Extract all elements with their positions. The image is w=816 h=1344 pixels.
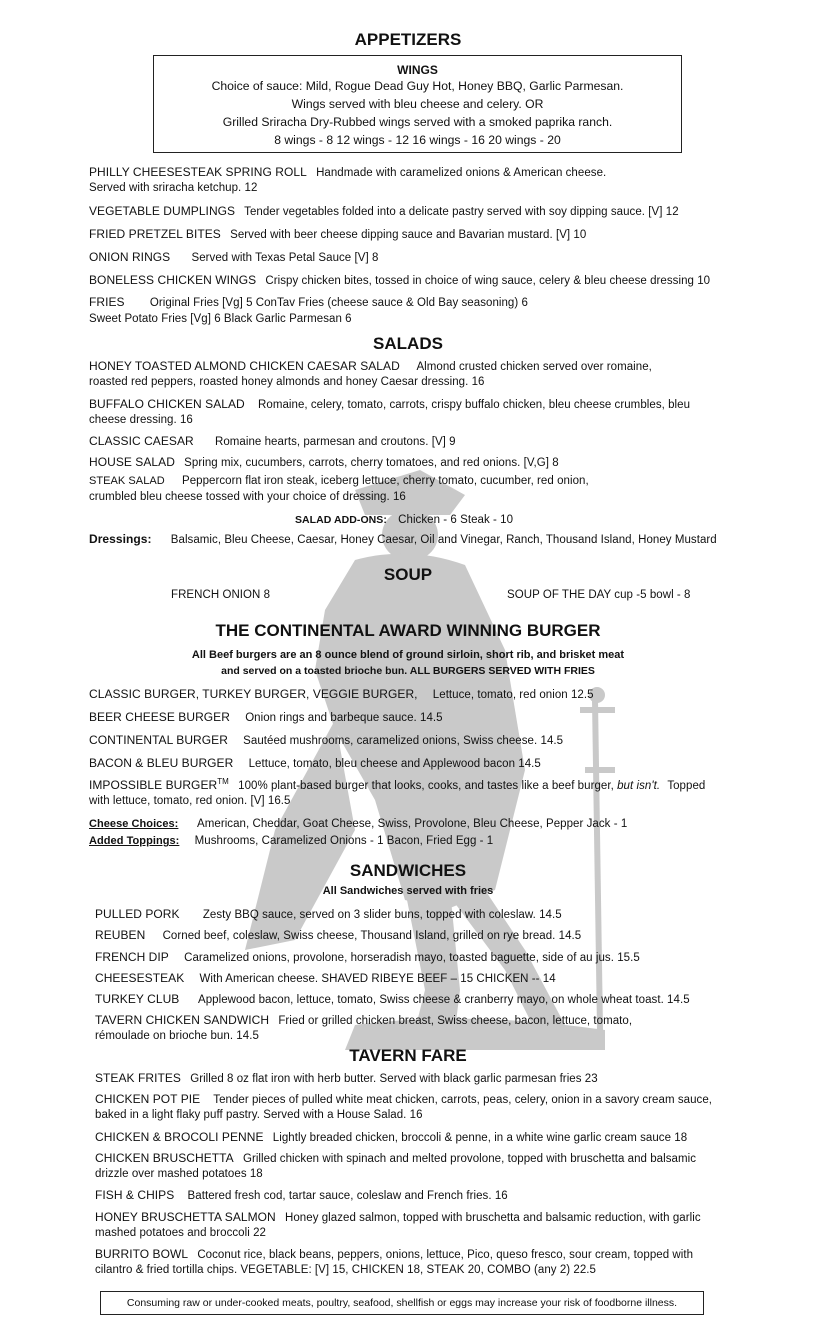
wings-line: Grilled Sriracha Dry-Rubbed wings served with a smoked paprika ranch. (222, 115, 613, 129)
item-name: PULLED PORK (95, 907, 180, 921)
list-item (95, 1130, 687, 1144)
item-desc-line2: cheese dressing. 16 (89, 414, 193, 426)
list-item (95, 928, 581, 942)
item-desc: Sautéed mushrooms, caramelized onions, Swiss cheese. 14.5 (243, 735, 564, 747)
item-name: BEER CHEESE BURGER (89, 710, 230, 724)
added-toppings (89, 835, 493, 847)
item-name: STEAK FRITES (95, 1071, 181, 1085)
wings-line: Choice of sauce: Mild, Rogue Dead Guy Hot, Honey BBQ, Garlic Parmesan. (211, 79, 624, 93)
list-item (95, 1071, 598, 1085)
list-item (95, 1151, 696, 1165)
food-safety-disclaimer: Consuming raw or under-cooked meats, poultry, seafood, shellfish or eggs may increase your risk of foodborne illness. (100, 1291, 704, 1315)
item-name: CLASSIC CAESAR (89, 434, 194, 448)
tavern-heading: TAVERN FARE (349, 1046, 467, 1065)
item-name: IMPOSSIBLE BURGER (89, 777, 218, 792)
item-name: CONTINENTAL BURGER (89, 733, 228, 747)
item-desc-line2: rémoulade on brioche bun. 14.5 (95, 1030, 259, 1042)
list-item (95, 992, 690, 1006)
item-desc: Corned beef, coleslaw, Swiss cheese, Thousand Island, grilled on rye bread. 14.5 (162, 930, 582, 942)
cheese-choices-label: Cheese Choices: (89, 818, 179, 830)
list-item (89, 756, 541, 770)
list-item (89, 397, 690, 411)
list-item (95, 1247, 693, 1261)
item-desc: 100% plant-based burger that looks, cooks, and tastes like a beef burger, (238, 779, 614, 792)
item-desc: Served with beer cheese dipping sauce and Bavarian mustard. [V] 10 (230, 229, 587, 241)
item-name: BURRITO BOWL (95, 1247, 189, 1261)
list-item (89, 455, 559, 469)
item-desc-line2: crumbled bleu cheese tossed with your choice of dressing. 16 (89, 491, 406, 503)
item-desc: Applewood bacon, lettuce, tomato, Swiss cheese & cranberry mayo, on whole wheat toast. 14.5 (197, 994, 690, 1006)
item-name: CHEESESTEAK (95, 971, 185, 985)
salad-addons (295, 514, 513, 526)
item-desc: Zesty BBQ sauce, served on 3 slider buns, topped with coleslaw. 14.5 (202, 909, 562, 921)
list-item (95, 971, 556, 985)
burgers-heading: THE CONTINENTAL AWARD WINNING BURGER (215, 621, 601, 640)
list-item (89, 273, 710, 287)
item-desc: Grilled chicken with spinach and melted provolone, topped with bruschetta and balsamic (242, 1153, 697, 1165)
item-desc-line2: Served with sriracha ketchup. 12 (89, 182, 258, 194)
salad-addons-label: SALAD ADD-ONS: (295, 514, 387, 526)
item-desc: Tender vegetables folded into a delicate pastry served with soy dipping sauce. [V] 12 (244, 206, 679, 218)
wings-box (153, 55, 682, 153)
item-desc: Battered fresh cod, tartar sauce, coleslaw and French fries. 16 (187, 1190, 508, 1202)
item-desc: Handmade with caramelized onions & American cheese. (316, 167, 607, 179)
list-item (89, 165, 606, 179)
list-item (89, 359, 652, 373)
item-desc-tail: Topped (667, 779, 706, 792)
item-name: CHICKEN BRUSCHETTA (95, 1151, 234, 1165)
soup-heading: SOUP (383, 565, 433, 584)
item-name: HONEY TOASTED ALMOND CHICKEN CAESAR SALAD (89, 359, 400, 373)
list-item (89, 475, 589, 487)
item-desc: Coconut rice, black beans, peppers, onions, lettuce, Pico, queso fresco, sour cream, topped with (197, 1249, 694, 1261)
item-name: BACON & BLEU BURGER (89, 756, 234, 770)
item-name: CLASSIC BURGER, TURKEY BURGER, VEGGIE BURGER, (89, 687, 418, 701)
item-name: BUFFALO CHICKEN SALAD (89, 397, 245, 411)
item-name: HOUSE SALAD (89, 455, 175, 469)
list-item (89, 733, 563, 747)
item-desc: Romaine hearts, parmesan and croutons. [V] 9 (214, 436, 456, 448)
cheese-choices (89, 818, 627, 830)
item-desc: Caramelized onions, provolone, horseradish mayo, toasted baguette, side of au jus. 15.5 (184, 952, 640, 964)
item-desc: Tender pieces of pulled white meat chicken, carrots, peas, celery, onion in a savory cream sauce, (213, 1094, 713, 1106)
item-name: FISH & CHIPS (95, 1188, 175, 1202)
list-item (89, 434, 456, 448)
item-name: STEAK SALAD (89, 475, 165, 487)
item-name: TURKEY CLUB (95, 992, 180, 1006)
item-name: CHICKEN POT PIE (95, 1092, 201, 1106)
list-item (89, 710, 443, 724)
list-item (95, 1013, 632, 1027)
item-desc: Served with Texas Petal Sauce [V] 8 (191, 252, 379, 264)
dressings-label: Dressings: (89, 532, 152, 546)
appetizers-heading: APPETIZERS (354, 30, 462, 49)
item-desc-line2: roasted red peppers, roasted honey almonds and honey Caesar dressing. 16 (89, 376, 485, 388)
item-name: HONEY BRUSCHETTA SALMON (95, 1210, 276, 1224)
list-item (95, 1210, 701, 1224)
wings-line: 8 wings - 8 12 wings - 12 16 wings - 16 20 wings - 20 (274, 133, 561, 147)
item-name: REUBEN (95, 928, 146, 942)
added-toppings-text: Mushrooms, Caramelized Onions - 1 Bacon, Fried Egg - 1 (194, 835, 494, 847)
sandwiches-note: All Sandwiches served with fries (322, 885, 494, 897)
burgers-note: All Beef burgers are an 8 ounce blend of ground sirloin, short rib, and brisket meat (191, 649, 625, 661)
list-item (95, 1188, 508, 1202)
salad-addons-text: Chicken - 6 Steak - 10 (398, 514, 514, 526)
list-item (89, 777, 705, 792)
item-desc: Original Fries [Vg] 5 ConTav Fries (cheese sauce & Old Bay seasoning) 6 (149, 297, 528, 309)
item-desc-line2: Sweet Potato Fries [Vg] 6 Black Garlic Parmesan 6 (89, 313, 352, 325)
cheese-choices-text: American, Cheddar, Goat Cheese, Swiss, Provolone, Bleu Cheese, Pepper Jack - 1 (197, 818, 628, 830)
item-desc: Peppercorn flat iron steak, iceberg lettuce, cherry tomato, cucumber, red onion, (182, 475, 589, 487)
item-desc-line2: drizzle over mashed potatoes 18 (95, 1168, 263, 1180)
item-desc-line2: with lettuce, tomato, red onion. [V] 16.5 (89, 795, 291, 807)
item-desc: Almond crusted chicken served over romaine, (416, 361, 652, 373)
dressings-text: Balsamic, Bleu Cheese, Caesar, Honey Caesar, Oil and Vinegar, Ranch, Thousand Island, Honey Mustard (170, 534, 717, 546)
item-name: FRIED PRETZEL BITES (89, 227, 221, 241)
item-desc: Crispy chicken bites, tossed in choice of wing sauce, celery & bleu cheese dressing 10 (265, 275, 711, 287)
list-item (95, 1092, 712, 1106)
item-name: FRENCH DIP (95, 950, 169, 964)
list-item (89, 204, 679, 218)
wings-title: WINGS (397, 63, 438, 77)
item-desc: Onion rings and barbeque sauce. 14.5 (245, 712, 443, 724)
item-desc-line2: mashed potatoes and broccoli 22 (95, 1227, 266, 1239)
burgers-note: and served on a toasted brioche bun. ALL BURGERS SERVED WITH FRIES (221, 665, 595, 677)
item-name: CHICKEN & BROCOLI PENNE (95, 1130, 264, 1144)
item-desc: Lightly breaded chicken, broccoli & penne, in a white wine garlic cream sauce 18 (272, 1132, 688, 1144)
item-desc: With American cheese. SHAVED RIBEYE BEEF – 15 CHICKEN -- 14 (199, 973, 556, 985)
trademark: TM (217, 777, 229, 786)
soup-of-the-day: SOUP OF THE DAY cup -5 bowl - 8 (507, 589, 691, 601)
list-item (89, 687, 594, 701)
item-name: BONELESS CHICKEN WINGS (89, 273, 257, 287)
item-name: ONION RINGS (89, 250, 171, 264)
list-item (89, 295, 528, 309)
dressings (89, 532, 717, 546)
item-desc-line2: cilantro & fried tortilla chips. VEGETABLE: [V] 15, CHICKEN 18, STEAK 20, COMBO (any 2) 22.5 (95, 1264, 596, 1276)
item-desc: Grilled 8 oz flat iron with herb butter. Served with black garlic parmesan fries 23 (190, 1073, 598, 1085)
list-item (89, 250, 378, 264)
added-toppings-label: Added Toppings: (89, 835, 180, 847)
sandwiches-heading: SANDWICHES (349, 861, 467, 880)
item-name: VEGETABLE DUMPLINGS (89, 204, 236, 218)
soup-french-onion: FRENCH ONION 8 (171, 589, 271, 601)
item-desc: Lettuce, tomato, red onion 12.5 (432, 689, 594, 701)
list-item (95, 907, 562, 921)
list-item (95, 950, 640, 964)
item-desc-line2: baked in a light flaky puff pastry. Served with a House Salad. 16 (95, 1109, 423, 1121)
item-desc: Fried or grilled chicken breast, Swiss cheese, bacon, lettuce, tomato, (278, 1015, 633, 1027)
list-item (89, 227, 586, 241)
item-name: FRIES (89, 295, 125, 309)
item-desc: Romaine, celery, tomato, carrots, crispy buffalo chicken, bleu cheese crumbles, bleu (258, 399, 691, 411)
item-name: PHILLY CHEESESTEAK SPRING ROLL (89, 165, 307, 179)
item-desc-italic: but isn't. (617, 779, 661, 792)
item-desc: Lettuce, tomato, bleu cheese and Applewood bacon 14.5 (248, 758, 541, 770)
salads-heading: SALADS (373, 334, 443, 353)
wings-line: Wings served with bleu cheese and celery. OR (291, 97, 544, 111)
item-name: TAVERN CHICKEN SANDWICH (95, 1013, 270, 1027)
item-desc: Spring mix, cucumbers, carrots, cherry tomatoes, and red onions. [V,G] 8 (184, 457, 559, 469)
item-desc: Honey glazed salmon, topped with bruschetta and balsamic reduction, with garlic (285, 1212, 701, 1224)
